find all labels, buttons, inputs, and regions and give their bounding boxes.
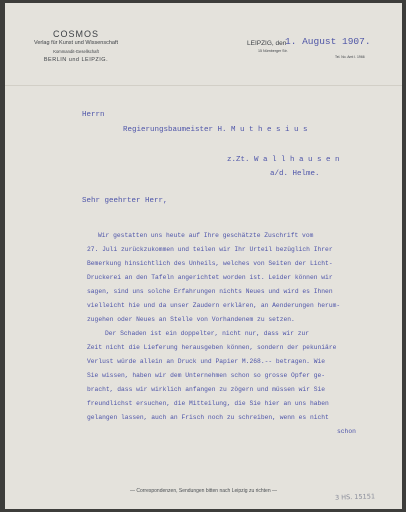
fold-line [5,85,402,86]
body-line: vielleicht hie und da unser Zaudern erklären, an Aenderungen herum- [87,302,341,309]
body-line: sagen, sind uns solche Erfahrungen nichts Neues und wird es Ihnen [87,288,333,295]
body-line: Bemerkung hinsichtlich des Unheils, welches von Seiten der Licht- [87,260,333,267]
body-line: gelangen lassen, auch an Frisch noch zu schreiben, wenn es nicht [87,414,329,421]
dateline-date: 1. August 1907. [285,36,371,47]
body-line: schon [337,428,356,435]
recipient-line-1: Herrn [82,111,105,119]
body-line: zugehen oder Neues an Stelle von Vorhandenem zu setzen. [87,316,295,323]
dateline-telephone: Tel. No. Amt I. 1966 [335,55,365,59]
body-line: Zeit nicht die Lieferung herausgeben können, sondern der pekuniäre [87,344,337,351]
body-line: bracht, dass wir wirklich anfangen zu zögern und müssen wir Sie [87,386,326,393]
recipient-line-2: Regierungsbaumeister H. M u t h e s i u s [123,126,308,134]
body-line: 27. Juli zurückzukommen und teilen wir Ihr Urteil bezüglich Ihrer [87,246,333,253]
dateline-street: 15 Nürnberger Str. [258,49,288,53]
body-line: Sie wissen, haben wir dem Unternehmen schon so grosse Opfer ge- [87,372,326,379]
body-line: Verlust würde allein an Druck und Papier M.268.-- betragen. Wie [87,358,326,365]
letterhead-company: Kommandit-Gesellschaft [53,49,99,54]
recipient-line-3: z.Zt. W a l l h a u s e n [227,156,340,164]
footer-note: — Correspondenzen, Sendungen bitten nach Leipzig zu richten — [129,488,278,494]
body-line: Wir gestatten uns heute auf Ihre geschätzte Zuschrift vom [98,232,314,239]
letterhead-cities: BERLIN und LEIPZIG. [43,57,109,63]
salutation: Sehr geehrter Herr, [82,197,168,205]
body-line: Der Schaden ist ein doppelter, nicht nur, dass wir zur [105,330,310,337]
letterhead-publisher: Verlag für Kunst und Wissenschaft [33,40,119,46]
letterhead-name: COSMOS [52,29,99,39]
body-line: Druckerei an den Tafeln angerichtet worden ist. Leider können wir [87,274,333,281]
body-line: freundlichst ersuchen, die Mitteilung, die Sie hier an uns haben [87,400,329,407]
recipient-line-4: a/d. Helme. [270,170,320,178]
dateline-place: LEIPZIG, den [247,40,287,47]
letter-sheet [5,3,402,509]
archive-mark: 3 HS. 15151 [334,492,376,502]
